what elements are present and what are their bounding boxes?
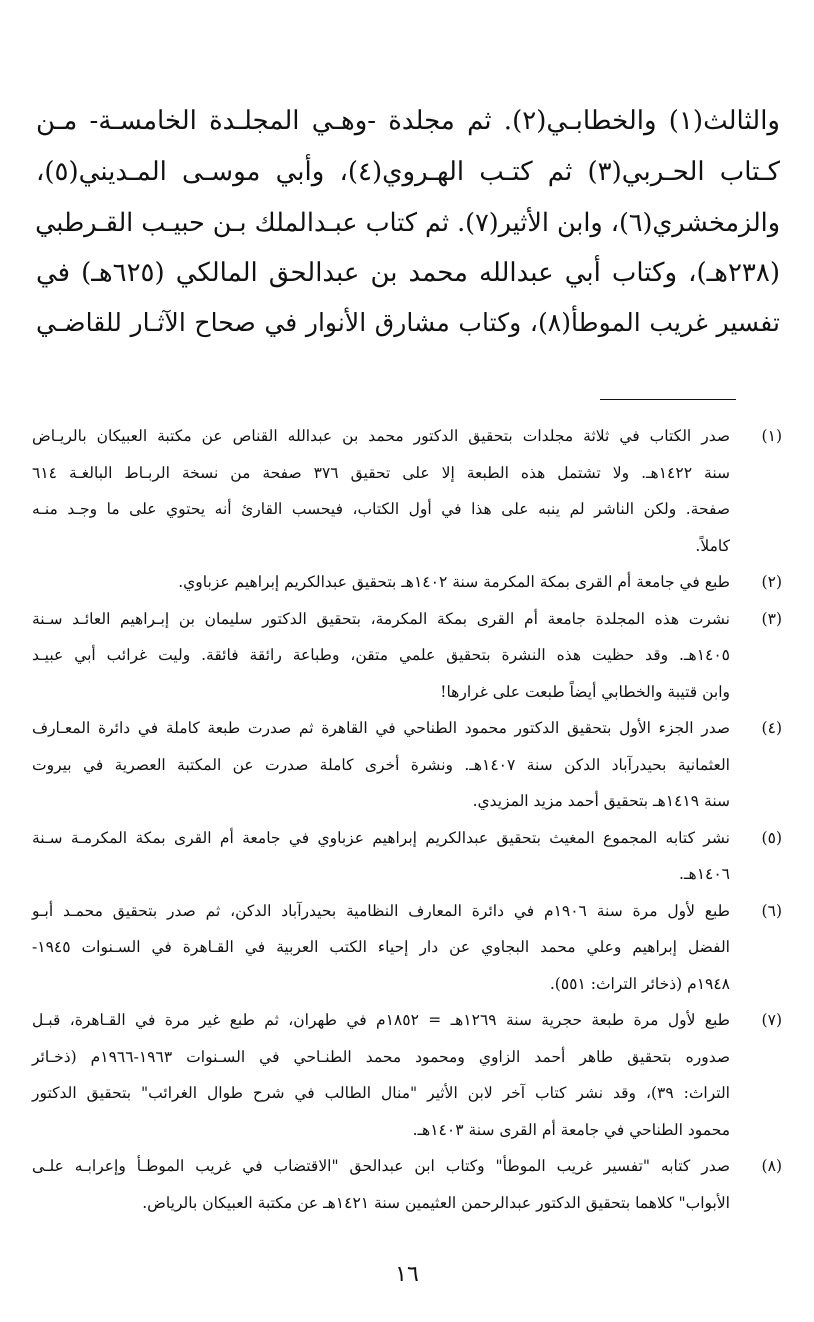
footnote-7	[32, 1002, 782, 1148]
footnote-6	[32, 893, 782, 1003]
footnote-8	[32, 1148, 782, 1221]
footnote-line: التراث: ٣٩)، وقد نشر كتاب آخر لابن الأثير "منال الطالب في شرح طوال الغرائب" بتحقيق الدكتور	[32, 1084, 730, 1102]
footnote-number: (٦)	[761, 901, 782, 920]
footnote-2	[32, 564, 782, 601]
footnote-divider	[600, 399, 736, 400]
main-text-line: كـتاب الحـربي(٣) ثم كتـب الهـروي(٤)، وأبي موسـى المـديني(٥)،	[36, 156, 780, 187]
footnote-number: (١)	[761, 427, 782, 445]
footnote-line: صدر كتابه "تفسير غريب الموطأ" وكتاب ابن عبدالحق "الاقتضاب في غريب الموطـأ وإعرابـه علـى	[32, 1157, 730, 1175]
main-text-line: تفسير غريب الموطأ(٨)، وكتاب مشارق الأنوار في صحاح الآثـار للقاضـي	[36, 308, 780, 337]
footnote-line: محمود الطناحي في جامعة أم القرى سنة ١٤٠٣هـ.	[412, 1120, 730, 1139]
footnote-line: صفحة. ولكن الناشر لم ينبه على هذا في أول الكتاب، فيحسب القارئ أنه يحتوي على ما وجـد منـه	[32, 500, 730, 518]
footnote-line: الأبواب" كلاهما بتحقيق الدكتور عبدالرحمن العثيمين سنة ١٤٢١هـ عن مكتبة العبيكان بالرياض.	[142, 1193, 730, 1212]
main-text-line: (٢٣٨هـ)، وكتاب أبي عبدالله محمد بن عبدالحق المالكي (٦٢٥هـ) في	[36, 257, 781, 288]
footnote-line: العثمانية بحيدرآباد الدكن سنة ١٤٠٧هـ. ونشرة أخرى كاملة صدرت عن المكتبة العصرية في بيروت	[32, 755, 730, 774]
footnote-line: نشرت هذه المجلدة جامعة أم القرى بمكة المكرمة، بتحقيق الدكتور سليمان بن إبـراهيم العائـد سـنة	[32, 609, 730, 628]
footnote-1	[32, 418, 782, 564]
footnote-5	[32, 820, 782, 893]
footnote-line: ١٤٠٦هـ.	[679, 865, 730, 883]
page-number: ١٦	[395, 1262, 419, 1287]
footnote-line: نشر كتابه المجموع المغيث بتحقيق عبدالكريم إبراهيم عزباوي في جامعة أم القرى بمكة المكرمـة سـنة	[32, 828, 730, 847]
footnote-line: سنة ١٤٢٢هـ. ولا تشتمل هذه الطبعة إلا على تحقيق ٣٧٦ صفحة من نسخة الربـاط البالغـة ٦١٤	[32, 463, 730, 482]
footnote-line: طبع لأول مرة طبعة حجرية سنة ١٢٦٩هـ = ١٨٥٢م في طهران، ثم طبع غير مرة في القـاهرة، قبـل	[32, 1011, 731, 1029]
footnote-number: (٤)	[761, 719, 782, 737]
footnote-line: سنة ١٤١٩هـ بتحقيق أحمد مزيد المزيدي.	[472, 792, 730, 810]
footnotes-section	[32, 418, 782, 1221]
main-body-text	[36, 96, 780, 349]
footnote-number: (٣)	[761, 609, 782, 628]
footnote-line: طبع لأول مرة سنة ١٩٠٦م في دائرة المعارف النظامية بحيدرآباد الدكن، ثم صدر بتحقيق محمـد أبـو	[32, 901, 730, 920]
footnote-line: طبع في جامعة أم القرى بمكة المكرمة سنة ١٤٠٢هـ بتحقيق عبدالكريم إبراهيم عزباوي.	[178, 573, 730, 591]
footnote-line: صدر الجزء الأول بتحقيق الدكتور محمود الطناحي في القاهرة ثم صدرت طبعة كاملة في دائرة المعـارف	[32, 719, 730, 737]
footnote-number: (٨)	[761, 1157, 782, 1175]
footnote-line: وابن قتيبة والخطابي أيضاً طبعت على غرارها!	[440, 682, 730, 701]
footnote-3	[32, 601, 782, 711]
footnote-number: (٢)	[761, 573, 782, 591]
footnote-line: صدر الكتاب في ثلاثة مجلدات بتحقيق الدكتور محمد بن عبدالله القناص عن مكتبة العبيكان بالريـاض	[32, 427, 730, 445]
footnote-line: صدوره بتحقيق طاهر أحمد الزاوي ومحمود محمد الطنـاحي في السـنوات ١٩٦٣-١٩٦٦م (ذخـائر	[32, 1047, 731, 1066]
main-text-line: والثالث(١) والخطابـي(٢). ثم مجلدة -وهـي المجلـدة الخامسـة- مـن	[36, 106, 780, 136]
footnote-line: كاملاً.	[695, 536, 730, 555]
main-text-line: والزمخشري(٦)، وابن الأثير(٧). ثم كتاب عبـدالملك بـن حبيـب القـرطبي	[35, 207, 780, 237]
footnote-number: (٧)	[761, 1011, 782, 1029]
footnote-line: ١٩٤٨م (ذخائر التراث: ٥٥١).	[549, 974, 730, 993]
footnote-number: (٥)	[761, 828, 782, 847]
footnote-4	[32, 710, 782, 820]
footnote-line: الفضل إبراهيم وعلي محمد البجاوي عن دار إحياء الكتب العربية في القـاهرة في السـنوات ١٩٤٥-	[32, 938, 730, 956]
footnote-line: ١٤٠٥هـ. وقد حظيت هذه النشرة بتحقيق علمي متقن، وطباعة رائقة فائقة. وليت غرائب أبي عبيـد	[32, 646, 730, 664]
